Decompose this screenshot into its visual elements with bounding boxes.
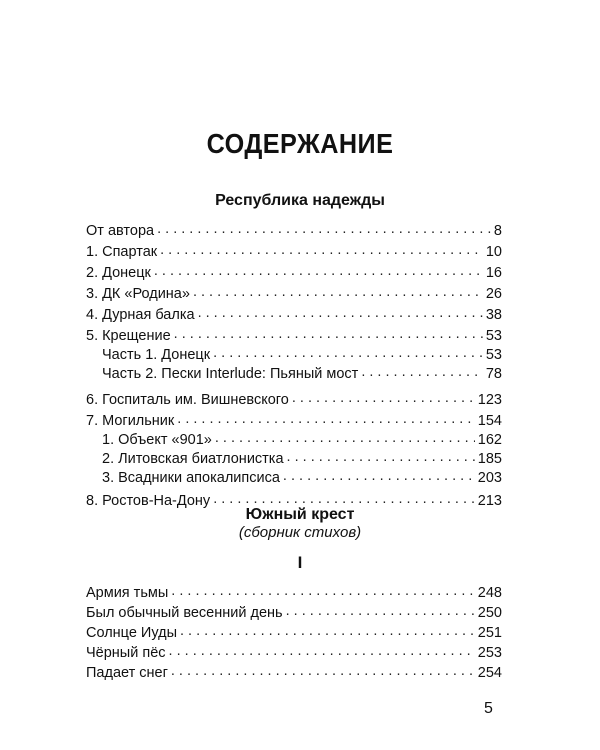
toc-leader-dots: [292, 388, 475, 408]
toc-subentry[interactable]: [102, 468, 502, 488]
toc-entry-title: Пески Interlude: Пьяный мост: [161, 366, 359, 382]
toc-leader-dots: [154, 261, 483, 281]
toc-entry-page: 203: [477, 470, 502, 486]
toc-entry-title: От автора: [86, 223, 155, 239]
toc-entry[interactable]: [86, 263, 502, 283]
toc-entry-title: Госпиталь им. Вишневского: [102, 392, 289, 408]
poem-page: 251: [477, 625, 502, 641]
toc-entry-page: 8: [493, 223, 502, 239]
poem-entry[interactable]: [86, 623, 502, 643]
toc-entry-number: 7.: [86, 413, 99, 429]
toc-leader-dots: [180, 621, 475, 641]
toc-entry-title: Донецк: [161, 347, 211, 363]
poem-title: Чёрный пёс: [86, 645, 166, 661]
toc-entry-page: 162: [477, 432, 502, 448]
toc-leader-dots: [157, 219, 491, 239]
toc-leader-dots: [160, 240, 483, 260]
toc-entry[interactable]: [86, 390, 502, 410]
poem-title: Армия тьмы: [86, 585, 169, 601]
toc-entry-number: 8.: [86, 493, 99, 509]
toc-entry-title: Донецк: [102, 265, 151, 281]
toc-leader-dots: [174, 324, 483, 344]
toc-leader-dots: [287, 447, 475, 467]
toc-entry-number: 2.: [86, 265, 99, 281]
part-1-title: Республика надежды: [215, 192, 385, 209]
poem-page: 254: [477, 665, 502, 681]
toc-entry-page: 154: [477, 413, 502, 429]
toc-entry-page: 53: [485, 328, 502, 344]
poem-page: 250: [477, 605, 502, 621]
poem-title: Был обычный весенний день: [86, 605, 283, 621]
toc-leader-dots: [177, 409, 475, 429]
toc-entry-page: 123: [477, 392, 502, 408]
toc-entry[interactable]: [86, 221, 502, 241]
toc-subentry[interactable]: [102, 364, 502, 384]
toc-entry-page: 78: [485, 366, 502, 382]
toc-leader-dots: [361, 362, 483, 382]
toc-entry-page: 16: [485, 265, 502, 281]
toc-leader-dots: [169, 641, 475, 661]
poem-entry[interactable]: [86, 643, 502, 663]
poem-page: 253: [477, 645, 502, 661]
toc-leader-dots: [283, 466, 475, 486]
section-numeral: I: [297, 553, 303, 572]
toc-entry-title: ДК «Родина»: [102, 286, 190, 302]
toc-entry-number: 6.: [86, 392, 99, 408]
toc-entry-number: 1.: [86, 244, 99, 260]
toc-entry[interactable]: [86, 305, 502, 325]
toc-leader-dots: [286, 601, 475, 621]
toc-entry-title: Спартак: [102, 244, 158, 260]
toc-entry-page: 213: [477, 493, 502, 509]
poem-title: Падает снег: [86, 665, 168, 681]
toc-entry-title: Всадники апокалипсиса: [118, 470, 280, 486]
toc-leader-dots: [193, 282, 483, 302]
toc-leader-dots: [213, 343, 483, 363]
toc-entry-number: 3.: [86, 286, 99, 302]
toc-entry-number: 1.: [102, 432, 115, 448]
toc-entry-title: Ростов-На-Дону: [102, 493, 211, 509]
poem-entry[interactable]: [86, 663, 502, 683]
toc-entry-page: 53: [485, 347, 502, 363]
part-2-subtitle: (сборник стихов): [238, 524, 362, 541]
toc-entry-number: 4.: [86, 307, 99, 323]
part-2-title: Южный крест: [245, 506, 355, 523]
toc-entry-page: 26: [485, 286, 502, 302]
page-number: 5: [484, 700, 493, 717]
toc-entry-title: Литовская биатлонистка: [118, 451, 284, 467]
toc-leader-dots: [215, 428, 475, 448]
toc-entry-number: Часть 1.: [102, 347, 158, 363]
toc-entry-number: Часть 2.: [102, 366, 158, 382]
poem-title: Солнце Иуды: [86, 625, 177, 641]
toc-leader-dots: [171, 581, 475, 601]
poem-page: 248: [477, 585, 502, 601]
poem-entry[interactable]: [86, 583, 502, 603]
toc-entry-page: 38: [485, 307, 502, 323]
toc-entry-number: 3.: [102, 470, 115, 486]
toc-entry-title: Могильник: [102, 413, 175, 429]
toc-entry-page: 10: [485, 244, 502, 260]
toc-leader-dots: [171, 661, 475, 681]
toc-entry[interactable]: [86, 242, 502, 262]
poem-entry[interactable]: [86, 603, 502, 623]
toc-entry-title: Крещение: [102, 328, 171, 344]
toc-entry-page: 185: [477, 451, 502, 467]
toc-entry[interactable]: [86, 284, 502, 304]
toc-entry-title: Объект «901»: [118, 432, 212, 448]
toc-entry-number: 2.: [102, 451, 115, 467]
toc-entry-number: 5.: [86, 328, 99, 344]
page-title: СОДЕРЖАНИЕ: [206, 128, 394, 159]
toc-entry-title: Дурная балка: [102, 307, 195, 323]
toc-leader-dots: [198, 303, 483, 323]
